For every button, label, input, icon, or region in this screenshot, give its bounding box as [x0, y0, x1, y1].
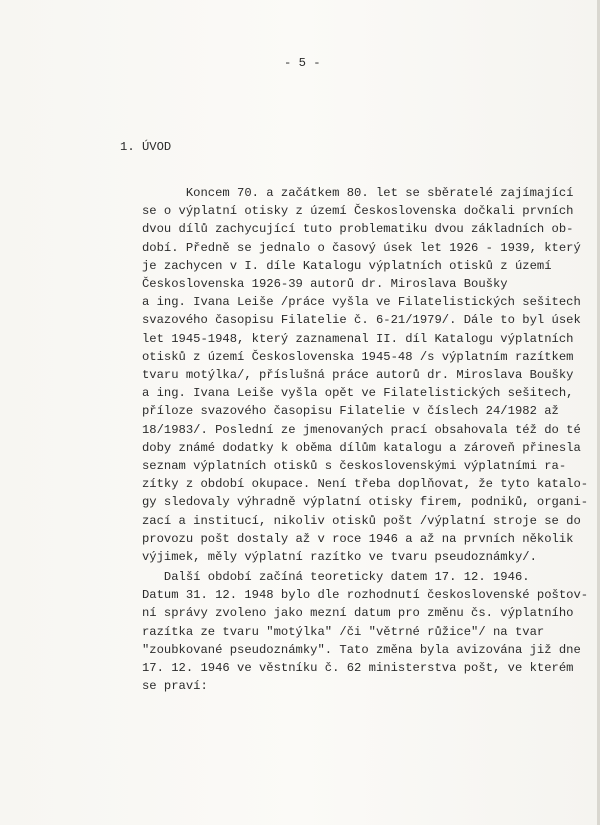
section-heading: 1. ÚVOD	[120, 140, 172, 154]
paragraph-2: Další období začíná teoreticky datem 17. 12. 1946. Datum 31. 12. 1948 bylo dle rozhodnutí československé poštov- ní správy zvoleno jako mezní datum pro změnu čs. výplatního razítka ze tvaru "motýlka" /či "větrné růžice"/ na tvar "zoubkované pseudoznámky". Tato změna byla avizována již dne 17. 12. 1946 ve věstníku č. 62 ministerstva pošt, ve kterém se praví:	[141, 570, 589, 694]
paragraph-1: Koncem 70. a začátkem 80. let se sběratelé zajímající se o výplatní otisky z území Československa dočkali prvních dvou dílů zachycující tuto problematiku dvou základních ob- dobí. Předně se jednalo o časový úsek let 1926 - 1939, který je zachycen v I. díle Katalogu výplatních otisků z území Československa 1926-39 autorů dr. Miroslava Boušky a ing. Ivana Leiše /práce vyšla ve Filatelistických sešitech svazového časopisu Filatelie č. 6-21/1979/. Dále to byl úsek let 1945-1948, který zaznamenal II. díl Katalogu výplatních otisků z území Československa 1945-48 /s výplatním razítkem tvaru motýlka/, příslušná práce autorů dr. Miroslava Boušky a ing. Ivana Leiše vyšla opět ve Filatelistických sešitech, příloze svazového časopisu Filatelie v číslech 24/1982 až 18/1983/. Poslední ze jmenovaných prací obsahovala též do té doby známé dodatky k oběma dílům katalogu a zároveň přinesla seznam výplatních otisků s československými výplatními ra- zítky z období okupace. Není třeba doplňovat, že tyto katalo- gy sledovaly výhradně výplatní otisky firem, podniků, organi- zací a institucí, nikoliv otisků pošt /výplatní stroje se do provozu pošt dostaly až v roce 1946 a až na prvních několik výjimek, měly výplatní razítko ve tvaru pseudoznámky/.	[141, 186, 589, 565]
page-number: - 5 -	[284, 56, 321, 70]
